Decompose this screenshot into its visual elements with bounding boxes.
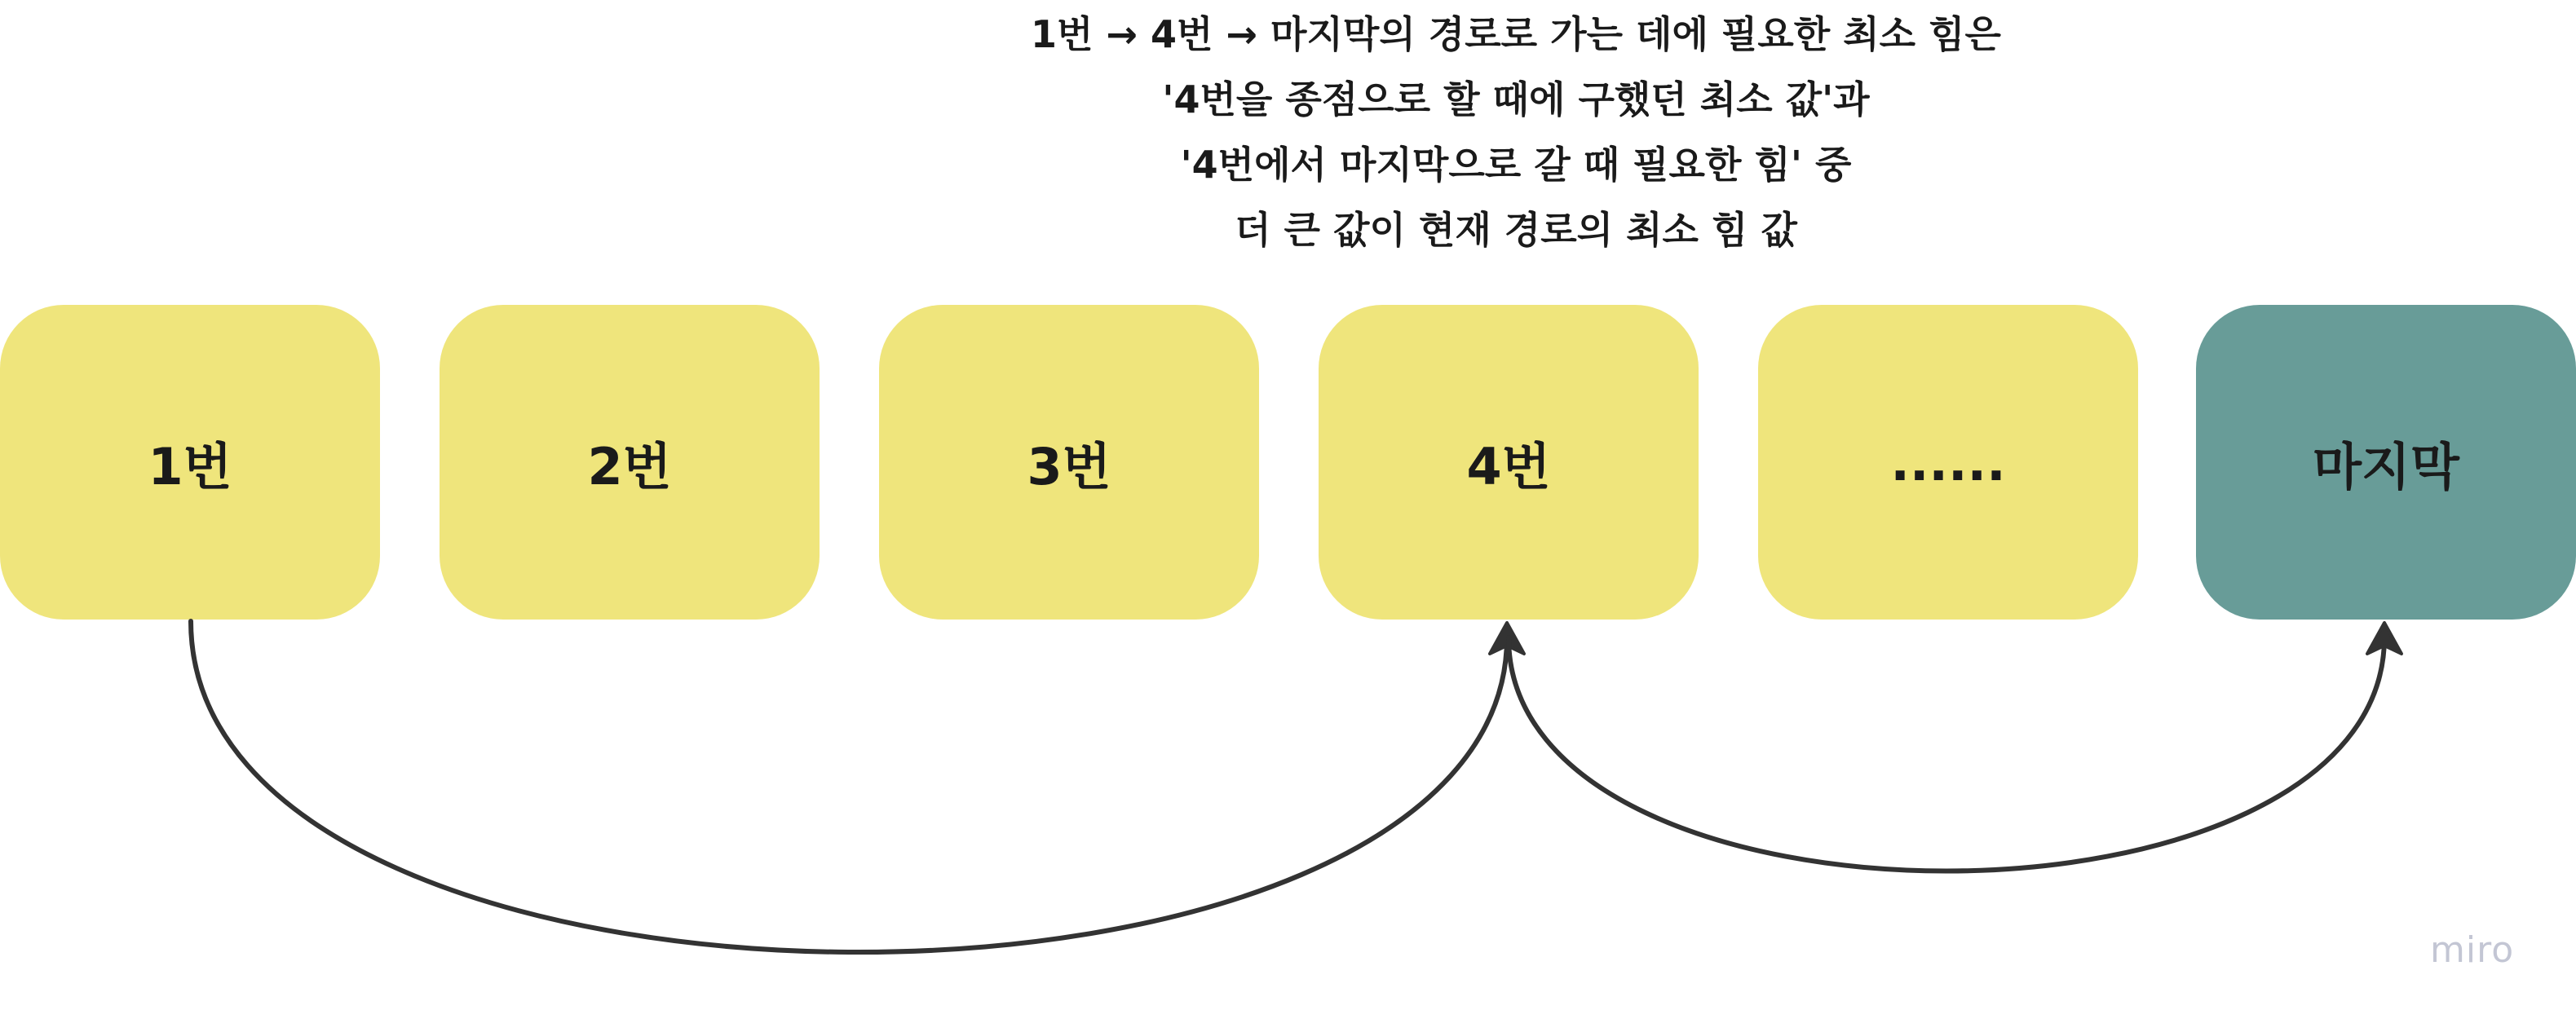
node-3[interactable]: [879, 305, 1259, 620]
node-2-label: 2번: [587, 436, 672, 496]
caption-line-4: 더 큰 값이 현재 경로의 최소 힘 값: [1235, 208, 1797, 252]
node-1-label: 1번: [148, 436, 232, 496]
diagram-caption: [880, 0, 2152, 262]
caption-line-3: '4번에서 마지막으로 갈 때 필요한 힘' 중: [1180, 143, 1852, 187]
node-2[interactable]: [440, 305, 820, 620]
caption-line-2: '4번을 종점으로 할 때에 구했던 최소 값'과: [1162, 77, 1870, 121]
miro-watermark: miro: [2430, 929, 2515, 971]
node-last[interactable]: [2196, 305, 2576, 620]
arrow-4-to-last[interactable]: [1509, 637, 2384, 871]
node-1[interactable]: [0, 305, 380, 620]
caption-line-1: 1번 → 4번 → 마지막의 경로로 가는 데에 필요한 최소 힘은: [1031, 12, 2001, 56]
node-ellipsis-label: ......: [1890, 432, 2006, 492]
arrowhead-at-4-from-1: [1490, 623, 1524, 654]
arrow-1-to-4[interactable]: [191, 621, 1507, 952]
node-ellipsis[interactable]: [1758, 305, 2138, 620]
node-4-label: 4번: [1466, 436, 1551, 496]
node-4[interactable]: [1319, 305, 1699, 620]
node-last-label: 마지막: [2313, 436, 2459, 496]
node-3-label: 3번: [1027, 436, 1111, 496]
arrowhead-at-last: [2367, 623, 2401, 654]
